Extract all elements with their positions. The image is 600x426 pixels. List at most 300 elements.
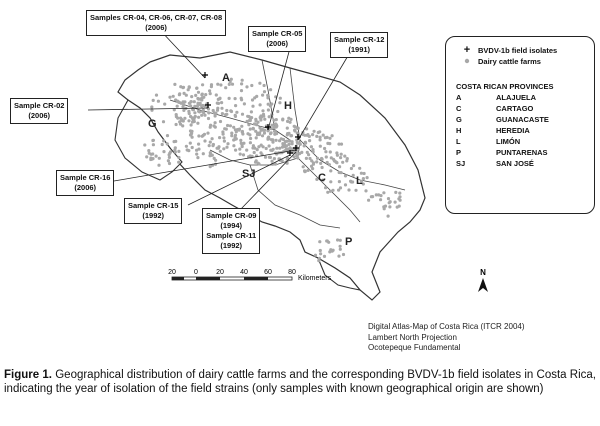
farm-dot xyxy=(344,174,347,177)
farm-dot xyxy=(338,165,341,168)
farm-dot xyxy=(219,150,222,153)
farm-dot xyxy=(216,102,219,105)
farm-dot xyxy=(328,137,331,140)
farm-dot xyxy=(162,139,165,142)
farm-dot xyxy=(311,133,314,136)
farm-dot xyxy=(276,110,279,113)
farm-dot xyxy=(371,195,374,198)
farm-dot xyxy=(275,139,278,142)
farm-dot xyxy=(201,110,204,113)
farm-dot xyxy=(379,194,382,197)
farm-dot xyxy=(358,167,361,170)
farm-dot xyxy=(214,159,217,162)
farm-dot xyxy=(183,117,186,120)
farm-dot xyxy=(308,139,311,142)
farm-dot xyxy=(311,148,314,151)
farm-dot xyxy=(252,146,255,149)
farm-dot xyxy=(396,206,399,209)
farm-dot xyxy=(199,102,202,105)
farm-dot xyxy=(197,110,200,113)
farm-dot xyxy=(235,130,238,133)
farm-dot xyxy=(398,195,401,198)
scale-tick-label: 0 xyxy=(194,269,198,276)
farm-dot xyxy=(209,141,212,144)
farm-dot xyxy=(342,253,345,256)
legend-province-row: P PUNTARENAS xyxy=(456,148,548,157)
farm-dot xyxy=(209,151,212,154)
farm-dot xyxy=(335,161,338,164)
farm-dot xyxy=(336,238,339,241)
farm-dot xyxy=(239,139,242,142)
farm-dot xyxy=(344,183,347,186)
farm-dot xyxy=(275,147,278,150)
farm-dot xyxy=(250,110,253,113)
farm-dot xyxy=(230,78,233,81)
farm-dot xyxy=(241,79,244,82)
farm-dot xyxy=(234,114,237,117)
farm-dot xyxy=(222,147,225,150)
farm-dot xyxy=(238,148,241,151)
farm-dot xyxy=(338,171,341,174)
farm-dot xyxy=(195,153,198,156)
farm-dot xyxy=(258,131,261,134)
farm-dot xyxy=(319,145,322,148)
farm-dot xyxy=(290,134,293,137)
province-letter-g: G xyxy=(148,118,157,130)
farm-dot xyxy=(168,96,171,99)
farm-dot xyxy=(226,142,229,145)
farm-dot xyxy=(248,119,251,122)
province-letter-l: L xyxy=(356,175,363,187)
farm-dot xyxy=(197,134,200,137)
farm-dot xyxy=(173,148,176,151)
farm-dot xyxy=(225,146,228,149)
farm-dot xyxy=(208,154,211,157)
legend-province-row: G GUANACASTE xyxy=(456,115,549,124)
province-letter-h: H xyxy=(284,100,292,112)
farm-dot xyxy=(268,144,271,147)
farm-dot xyxy=(366,176,369,179)
farm-dot xyxy=(258,126,261,129)
farm-dot xyxy=(270,131,273,134)
farm-dot xyxy=(231,83,234,86)
farm-dot xyxy=(331,189,334,192)
scale-unit: Kilometers xyxy=(298,275,332,282)
farm-dot xyxy=(181,119,184,122)
legend-province-row: A ALAJUELA xyxy=(456,93,537,102)
farm-dot xyxy=(245,85,248,88)
farm-dot xyxy=(253,151,256,154)
farm-dot xyxy=(185,145,188,148)
figure-label: Figure 1. xyxy=(4,369,52,381)
farm-dot xyxy=(209,165,212,168)
farm-dot xyxy=(187,119,190,122)
legend-province-list xyxy=(456,92,584,169)
farm-dot xyxy=(322,134,325,137)
farm-dot xyxy=(324,150,327,153)
farm-dot xyxy=(167,159,170,162)
farm-dot xyxy=(314,254,317,257)
farm-dot xyxy=(182,100,185,103)
farm-dot xyxy=(336,154,339,157)
farm-dot xyxy=(263,90,266,93)
legend-province-row: L LIMÓN xyxy=(456,137,521,146)
farm-dot xyxy=(189,142,192,145)
farm-dot xyxy=(222,136,225,139)
farm-dot xyxy=(152,99,155,102)
farm-dot xyxy=(306,151,309,154)
farm-dot xyxy=(175,123,178,126)
farm-dot xyxy=(181,105,184,108)
farm-dot xyxy=(326,191,329,194)
farm-dot xyxy=(304,141,307,144)
legend-isolates: + BVDV-1b field isolates xyxy=(456,45,584,56)
farm-dot xyxy=(375,193,378,196)
farm-dot xyxy=(191,120,194,123)
farm-dot xyxy=(234,97,237,100)
farm-dot xyxy=(249,137,252,140)
farm-dot xyxy=(388,205,391,208)
farm-dot xyxy=(175,113,178,116)
farm-dot xyxy=(273,130,276,133)
farm-dot xyxy=(354,189,357,192)
farm-dot xyxy=(317,131,320,134)
farm-dot xyxy=(329,169,332,172)
farm-dot xyxy=(278,147,281,150)
farm-dot xyxy=(337,255,340,258)
farm-dot xyxy=(229,124,232,127)
callout-cr04: Samples CR-04, CR-06, CR-07, CR-08 (2006) xyxy=(86,10,226,36)
farm-dot xyxy=(239,153,242,156)
farm-dot xyxy=(191,118,194,121)
farm-dot xyxy=(259,103,262,106)
farm-dot xyxy=(157,164,160,167)
farm-dot xyxy=(190,95,193,98)
farm-dot xyxy=(145,155,148,158)
farm-dot xyxy=(241,113,244,116)
farm-dot xyxy=(299,143,302,146)
farm-dot xyxy=(256,121,259,124)
farm-dot xyxy=(303,170,306,173)
callout-cr15: Sample CR-15 (1992) xyxy=(124,198,182,224)
farm-dot xyxy=(197,116,200,119)
farm-dot xyxy=(173,83,176,86)
farm-dot xyxy=(266,96,269,99)
farm-dot xyxy=(382,191,385,194)
farm-dot xyxy=(281,118,284,121)
farm-dot xyxy=(202,152,205,155)
farm-dot xyxy=(389,200,392,203)
farm-dot xyxy=(250,84,253,87)
farm-dot xyxy=(286,120,289,123)
farm-dot xyxy=(223,140,226,143)
farm-dot xyxy=(219,120,222,123)
farm-dot xyxy=(268,115,271,118)
farm-dot xyxy=(261,134,264,137)
farm-dot xyxy=(225,109,228,112)
farm-dot xyxy=(270,102,273,105)
farm-dot xyxy=(211,137,214,140)
legend-provinces-title: COSTA RICAN PROVINCES xyxy=(456,82,554,91)
farm-dot xyxy=(275,118,278,121)
farm-dot xyxy=(265,147,268,150)
farm-dot xyxy=(269,156,272,159)
farm-dot xyxy=(177,156,180,159)
callout-cr02: Sample CR-02 (2006) xyxy=(10,98,68,124)
farm-dot xyxy=(278,139,281,142)
farm-dot xyxy=(255,136,258,139)
farm-dot xyxy=(190,123,193,126)
farm-dot xyxy=(218,136,221,139)
farm-dot xyxy=(157,100,160,103)
farm-dot xyxy=(293,125,296,128)
farm-dot xyxy=(248,133,251,136)
farm-dot xyxy=(315,135,318,138)
farm-dot xyxy=(196,97,199,100)
farm-dot xyxy=(252,127,255,130)
farm-dot xyxy=(200,98,203,101)
map-source-note: Digital Atlas-Map of Costa Rica (ITCR 2004) Lambert North Projection Ocotepeque Fundamental xyxy=(368,322,525,352)
farm-dot xyxy=(208,144,211,147)
farm-dot xyxy=(341,161,344,164)
farm-dot xyxy=(213,112,216,115)
farm-dot xyxy=(296,141,299,144)
farm-dot xyxy=(179,123,182,126)
farm-dot xyxy=(269,88,272,91)
farm-dot xyxy=(168,162,171,165)
farm-dot xyxy=(254,130,257,133)
farm-dot xyxy=(212,109,215,112)
farm-dot xyxy=(364,189,367,192)
farm-dot xyxy=(173,140,176,143)
farm-dot xyxy=(253,96,256,99)
farm-dot xyxy=(330,156,333,159)
farm-dot xyxy=(352,164,355,167)
farm-dot xyxy=(254,161,257,164)
farm-dot xyxy=(200,93,203,96)
farm-dot xyxy=(177,100,180,103)
farm-dot xyxy=(166,134,169,137)
farm-dot xyxy=(241,132,244,135)
farm-dot xyxy=(308,157,311,160)
farm-dot xyxy=(297,127,300,130)
farm-dot xyxy=(234,134,237,137)
farm-dot xyxy=(217,145,220,148)
farm-dot xyxy=(262,129,265,132)
scale-bar xyxy=(160,264,340,288)
farm-dot xyxy=(201,83,204,86)
farm-dot xyxy=(398,192,401,195)
farm-dot xyxy=(188,102,191,105)
farm-dot xyxy=(286,127,289,130)
farm-dot xyxy=(261,109,264,112)
farm-dot xyxy=(176,105,179,108)
farm-dot xyxy=(319,162,322,165)
farm-dot xyxy=(162,120,165,123)
farm-dot xyxy=(340,153,343,156)
figure-caption xyxy=(4,368,596,396)
farm-dot xyxy=(324,136,327,139)
farm-dot xyxy=(197,91,200,94)
farm-dot xyxy=(228,97,231,100)
farm-dot xyxy=(263,84,266,87)
farm-dot xyxy=(339,156,342,159)
farm-dot xyxy=(161,143,164,146)
farm-dot xyxy=(221,112,224,115)
dot-icon xyxy=(456,56,478,67)
farm-dot xyxy=(207,111,210,114)
farm-dot xyxy=(339,186,342,189)
callout-cr05: Sample CR-05 (2006) xyxy=(248,26,306,52)
farm-dot xyxy=(191,146,194,149)
farm-dot xyxy=(188,112,191,115)
farm-dot xyxy=(240,89,243,92)
farm-dot xyxy=(270,124,273,127)
farm-dot xyxy=(245,149,248,152)
farm-dot xyxy=(200,114,203,117)
farm-dot xyxy=(249,154,252,157)
farm-dot xyxy=(326,239,329,242)
farm-dot xyxy=(339,239,342,242)
farm-dot xyxy=(296,156,299,159)
north-arrow-label: N xyxy=(480,268,486,277)
farm-dot xyxy=(266,138,269,141)
farm-dot xyxy=(329,180,332,183)
legend-farms: Dairy cattle farms xyxy=(456,56,584,67)
farm-dot xyxy=(271,138,274,141)
farm-dot xyxy=(257,145,260,148)
farm-dot xyxy=(399,199,402,202)
north-arrow xyxy=(478,268,488,292)
callout-cr09-cr11: Sample CR-09 (1994) Sample CR-11 (1992) xyxy=(202,208,260,254)
farm-dot xyxy=(329,150,332,153)
farm-dot xyxy=(162,150,165,153)
farm-dot xyxy=(256,148,259,151)
farm-dot xyxy=(251,105,254,108)
farm-dot xyxy=(179,85,182,88)
farm-dot xyxy=(273,126,276,129)
farm-dot xyxy=(339,248,342,251)
farm-dot xyxy=(216,83,219,86)
farm-dot xyxy=(195,87,198,90)
farm-dot xyxy=(240,82,243,85)
farm-dot xyxy=(260,116,263,119)
farm-dot xyxy=(187,88,190,91)
farm-dot xyxy=(262,145,265,148)
farm-dot xyxy=(346,157,349,160)
farm-dot xyxy=(163,103,166,106)
farm-dot xyxy=(187,149,190,152)
farm-dot xyxy=(379,198,382,201)
farm-dot xyxy=(350,167,353,170)
farm-dot xyxy=(246,115,249,118)
scale-tick-label: 80 xyxy=(288,269,296,276)
farm-dot xyxy=(196,122,199,125)
farm-dot xyxy=(202,96,205,99)
farm-dot xyxy=(339,245,342,248)
farm-dot xyxy=(182,86,185,89)
farm-dot xyxy=(196,156,199,159)
farm-dot xyxy=(340,143,343,146)
farm-dot xyxy=(194,94,197,97)
farm-dot xyxy=(311,167,314,170)
farm-dot xyxy=(150,158,153,161)
farm-dot xyxy=(147,149,150,152)
plus-icon: + xyxy=(463,44,471,56)
farm-dot xyxy=(206,132,209,135)
farm-dot xyxy=(367,199,370,202)
farm-dot xyxy=(214,121,217,124)
farm-dot xyxy=(193,111,196,114)
farm-dot xyxy=(241,145,244,148)
farm-dot xyxy=(220,107,223,110)
farm-dot xyxy=(223,127,226,130)
scale-tick-label: 20 xyxy=(168,269,176,276)
farm-dot xyxy=(347,188,350,191)
farm-dot xyxy=(315,160,318,163)
farm-dot xyxy=(307,169,310,172)
legend-province-row: SJ SAN JOSÉ xyxy=(456,159,534,168)
farm-dot xyxy=(207,117,210,120)
farm-dot xyxy=(263,118,266,121)
farm-dot xyxy=(319,252,322,255)
farm-dot xyxy=(209,92,212,95)
farm-dot xyxy=(197,143,200,146)
farm-dot xyxy=(394,191,397,194)
farm-dot xyxy=(321,166,324,169)
farm-dot xyxy=(306,133,309,136)
caption-text: Geographical distribution of dairy cattle farms and the corresponding BVDV-1b field isolates in Costa Rica, indicating the year of isolation of the field strains (only samples with known geographical origin are shown) xyxy=(4,369,596,396)
farm-dot xyxy=(249,128,252,131)
farm-dot xyxy=(324,186,327,189)
farm-dot xyxy=(155,94,158,97)
farm-dot xyxy=(234,104,237,107)
farm-dot xyxy=(273,133,276,136)
farm-dot xyxy=(316,157,319,160)
farm-dot xyxy=(172,95,175,98)
farm-dot xyxy=(323,147,326,150)
farm-dot xyxy=(291,142,294,145)
callout-cr16: Sample CR-16 (2006) xyxy=(56,170,114,196)
farm-dot xyxy=(352,174,355,177)
province-letter-a: A xyxy=(222,72,230,84)
farm-dot xyxy=(287,132,290,135)
farm-dot xyxy=(331,134,334,137)
farm-dot xyxy=(177,161,180,164)
farm-dot xyxy=(202,134,205,137)
farm-dot xyxy=(218,97,221,100)
farm-dot xyxy=(151,152,154,155)
farm-dot xyxy=(284,140,287,143)
farm-dot xyxy=(230,110,233,113)
farm-dot xyxy=(193,100,196,103)
farm-dot xyxy=(273,157,276,160)
farm-dot xyxy=(271,160,274,163)
farm-dot xyxy=(152,139,155,142)
farm-dot xyxy=(222,133,225,136)
farm-dot xyxy=(289,118,292,121)
farm-dot xyxy=(208,89,211,92)
farm-dot xyxy=(234,138,237,141)
farm-dot xyxy=(193,105,196,108)
farm-dot xyxy=(259,151,262,154)
farm-dot xyxy=(212,124,215,127)
farm-dot xyxy=(203,139,206,142)
scale-tick-label: 40 xyxy=(240,269,248,276)
farm-dot xyxy=(318,257,321,260)
farm-dot xyxy=(338,180,341,183)
province-letter-c: C xyxy=(318,172,326,184)
